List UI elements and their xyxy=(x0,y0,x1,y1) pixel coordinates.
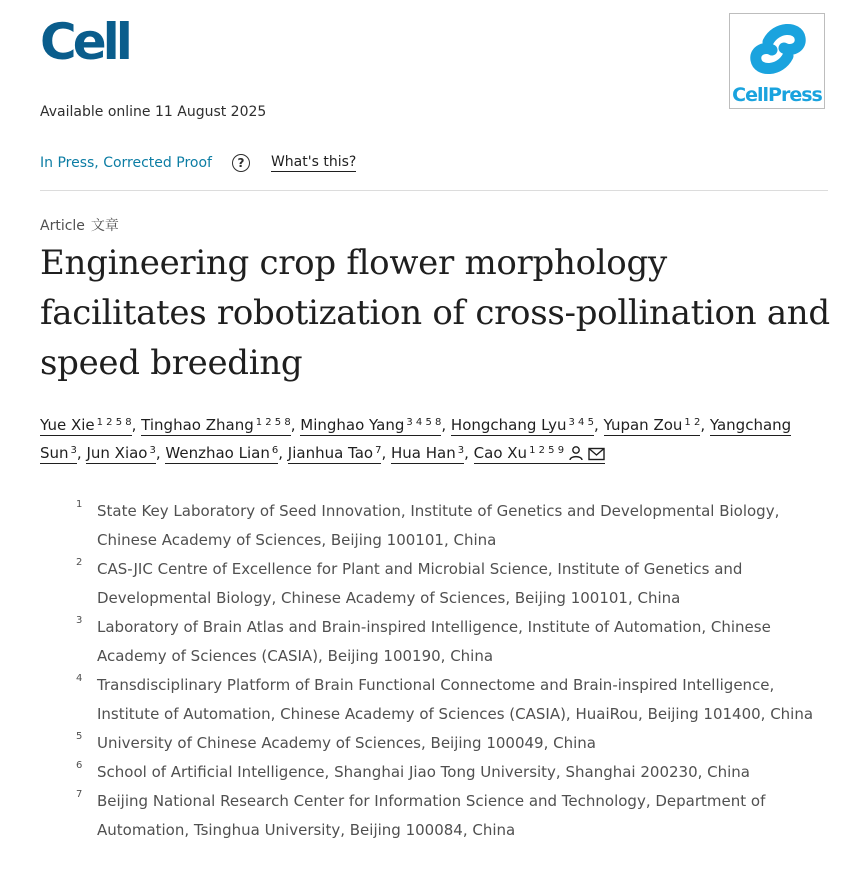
status-row xyxy=(40,151,356,175)
affiliation-item xyxy=(76,613,836,671)
email-icon xyxy=(588,447,605,461)
author-name: Jun Xiao xyxy=(86,444,148,462)
affiliation-number: 1 xyxy=(76,499,83,510)
journal-logo[interactable]: Cell xyxy=(40,13,129,71)
author-link[interactable] xyxy=(86,444,155,464)
author-name: Hongchang Lyu xyxy=(450,416,567,434)
author-link[interactable] xyxy=(165,444,278,464)
affiliation-item xyxy=(76,671,836,729)
author-affiliation-marks: 3 xyxy=(70,445,77,456)
affiliation-text: State Key Laboratory of Seed Innovation, Institute of Genetics and Developmental Biology, Chinese Academy of Sciences, Beijing 100101, China xyxy=(97,502,780,549)
proof-status-link[interactable]: In Press, Corrected Proof xyxy=(40,155,212,171)
author-name: Yangchang Sun xyxy=(40,416,792,462)
affiliation-text: CAS-JIC Centre of Excellence for Plant and Microbial Science, Institute of Genetics and Developmental Biology, Chinese Academy of Sciences, Beijing 100101, China xyxy=(97,560,743,607)
article-type xyxy=(40,215,119,235)
affiliation-text: Laboratory of Brain Atlas and Brain-inspired Intelligence, Institute of Automation, Chinese Academy of Sciences (CASIA), Beijing 100190, China xyxy=(97,618,771,665)
cellpress-mark-icon xyxy=(750,20,806,80)
author-affiliation-marks: 7 xyxy=(375,445,382,456)
author-name: Hua Han xyxy=(391,444,456,462)
author-affiliation-marks: 1 2 5 9 xyxy=(529,445,565,456)
author-affiliation-marks: 1 2 xyxy=(684,417,701,428)
affiliation-item xyxy=(76,729,836,758)
author-name: Minghao Yang xyxy=(300,416,405,434)
author-affiliation-marks: 3 4 5 8 xyxy=(406,417,442,428)
availability-date: Available online 11 August 2025 xyxy=(40,104,267,120)
author-affiliation-marks: 1 2 5 8 xyxy=(255,417,291,428)
affiliation-text: University of Chinese Academy of Sciences, Beijing 100049, China xyxy=(97,734,596,752)
author-name: Yue Xie xyxy=(40,416,95,434)
affiliation-number: 5 xyxy=(76,731,83,742)
affiliation-number: 2 xyxy=(76,557,83,568)
author-name: Cao Xu xyxy=(473,444,528,462)
affiliation-item xyxy=(76,758,836,787)
affiliation-item xyxy=(76,555,836,613)
affiliation-item xyxy=(76,787,836,845)
author-name: Tinghao Zhang xyxy=(141,416,254,434)
author-affiliation-marks: 3 xyxy=(457,445,465,456)
affiliation-item xyxy=(76,497,836,555)
author-affiliation-marks: 3 4 5 xyxy=(568,417,594,428)
author-link[interactable] xyxy=(451,416,594,436)
author-affiliation-marks: 1 2 5 8 xyxy=(96,417,132,428)
author-name: Yupan Zou xyxy=(603,416,683,434)
affiliation-number: 4 xyxy=(76,673,83,684)
help-icon[interactable]: ? xyxy=(232,154,250,172)
cellpress-logo[interactable] xyxy=(729,13,825,109)
article-type-label: Article xyxy=(40,218,85,234)
author-link[interactable] xyxy=(288,444,382,464)
publisher-name: CellPress xyxy=(732,84,822,106)
article-title: Engineering crop flower morphology facilitates robotization of cross-pollination and speed breeding xyxy=(40,243,830,383)
author-affiliation-marks: 6 xyxy=(271,445,279,456)
author-name: Wenzhao Lian xyxy=(165,444,270,462)
author-link[interactable] xyxy=(391,444,464,464)
author-list: Yue Xie $^{1 2 5 8}$, Tinghao Zhang $^{1 2 5 8}$, Minghao Yang $^{3 4 5 8}$, Hongchang Lyu $^{3 4 5}$, Yupan Zou $^{1 2}$, Yangchang Sun $^3$, Jun Xiao $^3$, Wenzhao Lian $^6$, Jianhua Tao $^7$, Hua Han $^3$, Cao Xu $^{1 2 5 9}$ xyxy=(40,416,792,462)
affiliation-text: Transdisciplinary Platform of Brain Functional Connectome and Brain-inspired Intelligence, Institute of Automation, Chinese Academy of Sciences (CASIA), HuaiRou, Beijing 101400, China xyxy=(97,676,814,723)
author-link[interactable] xyxy=(604,416,701,436)
affiliation-text: School of Artificial Intelligence, Shanghai Jiao Tong University, Shanghai 200230, China xyxy=(97,763,750,781)
author-link[interactable] xyxy=(300,416,441,436)
article-type-cn-label: 文章 xyxy=(90,218,119,234)
author-link[interactable] xyxy=(40,416,132,436)
affiliation-list xyxy=(76,497,836,845)
affiliation-number: 3 xyxy=(76,615,83,626)
header-divider xyxy=(40,190,828,191)
affiliation-number: 6 xyxy=(76,760,83,771)
affiliation-text: Beijing National Research Center for Information Science and Technology, Department of Automation, Tsinghua University, Beijing 100084, China xyxy=(97,792,766,839)
author-link[interactable] xyxy=(474,444,605,464)
author-name: Jianhua Tao xyxy=(287,444,374,462)
affiliation-number: 7 xyxy=(76,789,83,800)
author-affiliation-marks: 3 xyxy=(149,445,156,456)
corresponding-author-icon xyxy=(568,445,584,461)
whats-this-link[interactable]: What's this? xyxy=(270,154,357,170)
author-link[interactable] xyxy=(141,416,291,436)
